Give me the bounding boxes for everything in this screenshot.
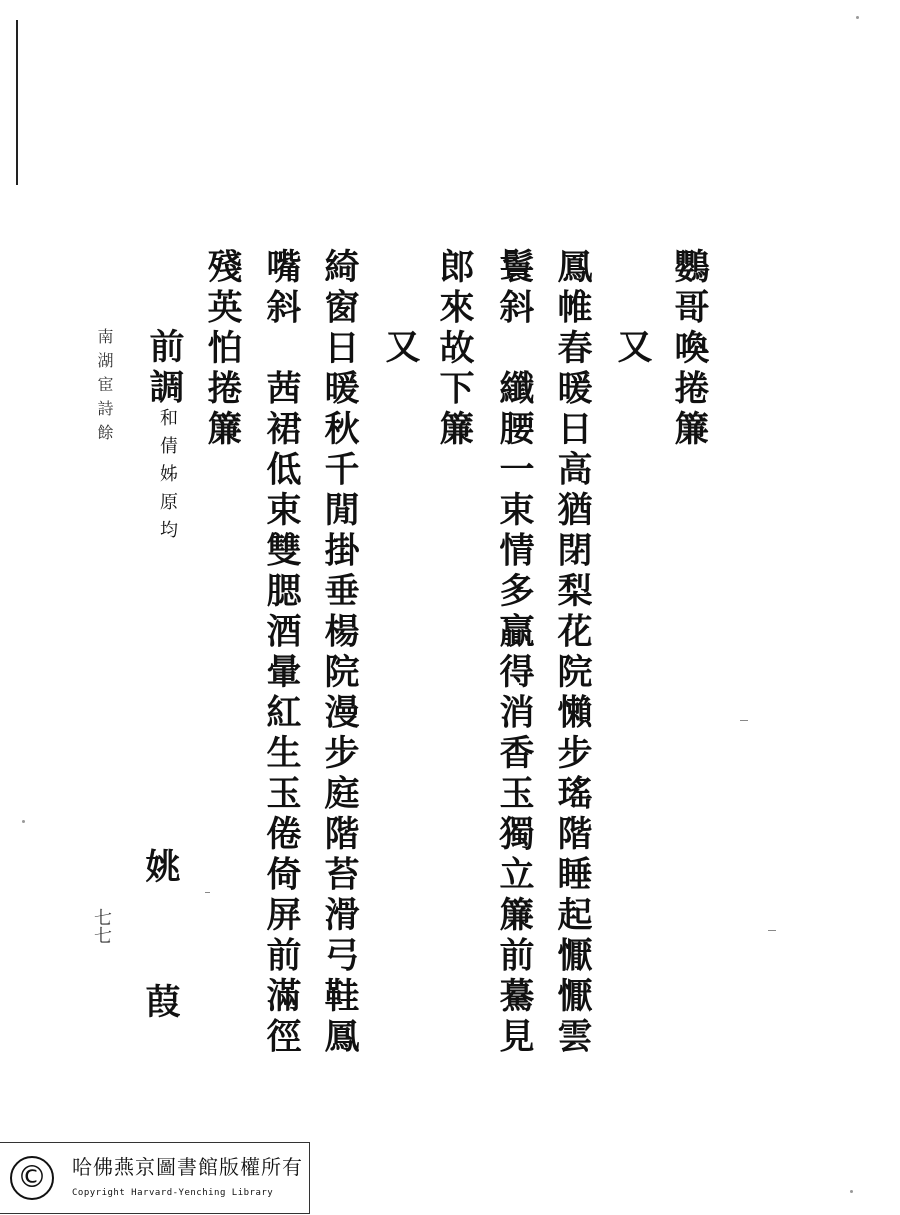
scan-mark	[205, 892, 210, 893]
poem1-line3-column: 郎來故下簾	[434, 248, 475, 451]
copyright-icon: ©	[10, 1156, 54, 1200]
gutter-book-title: 南湖宦詩餘	[95, 328, 114, 448]
copyright-english: Copyright Harvard-Yenching Library	[72, 1188, 274, 1198]
scan-speck	[22, 820, 25, 823]
scan-speck	[850, 1190, 853, 1193]
poem2-line1-column: 綺窗日暖秋千閒掛垂楊院漫步庭階苔滑弓鞋鳳	[319, 248, 360, 1058]
poem1-line2-column: 鬟斜 纖腰一束情多贏得消香玉獨立簾前驀見	[494, 248, 535, 1058]
you-marker-1: 又	[612, 328, 653, 369]
page-edge-line	[16, 20, 18, 185]
title-column: 鸚哥喚捲簾	[669, 248, 710, 451]
scan-mark	[768, 930, 776, 931]
poem1-line1-column: 鳳帷春暖日高猶閉梨花院懶步瑤階睡起懨懨雲	[552, 248, 593, 1058]
scan-mark	[740, 720, 748, 721]
author-name: 姚 葭	[140, 848, 181, 1028]
next-poem-title: 前調	[144, 328, 185, 409]
scan-speck	[856, 16, 859, 19]
poem2-line2-column: 嘴斜 茜裙低束雙腮酒暈紅生玉倦倚屏前滿徑	[261, 248, 302, 1058]
page-number: 七七	[91, 908, 112, 944]
copyright-box	[0, 1142, 310, 1214]
next-poem-subtitle: 和倩姊原均	[157, 408, 178, 548]
poem2-line3-column: 殘英怕捲簾	[202, 248, 243, 451]
copyright-chinese: 哈佛燕京圖書館版權所有	[72, 1155, 303, 1179]
you-marker-2: 又	[380, 328, 421, 369]
